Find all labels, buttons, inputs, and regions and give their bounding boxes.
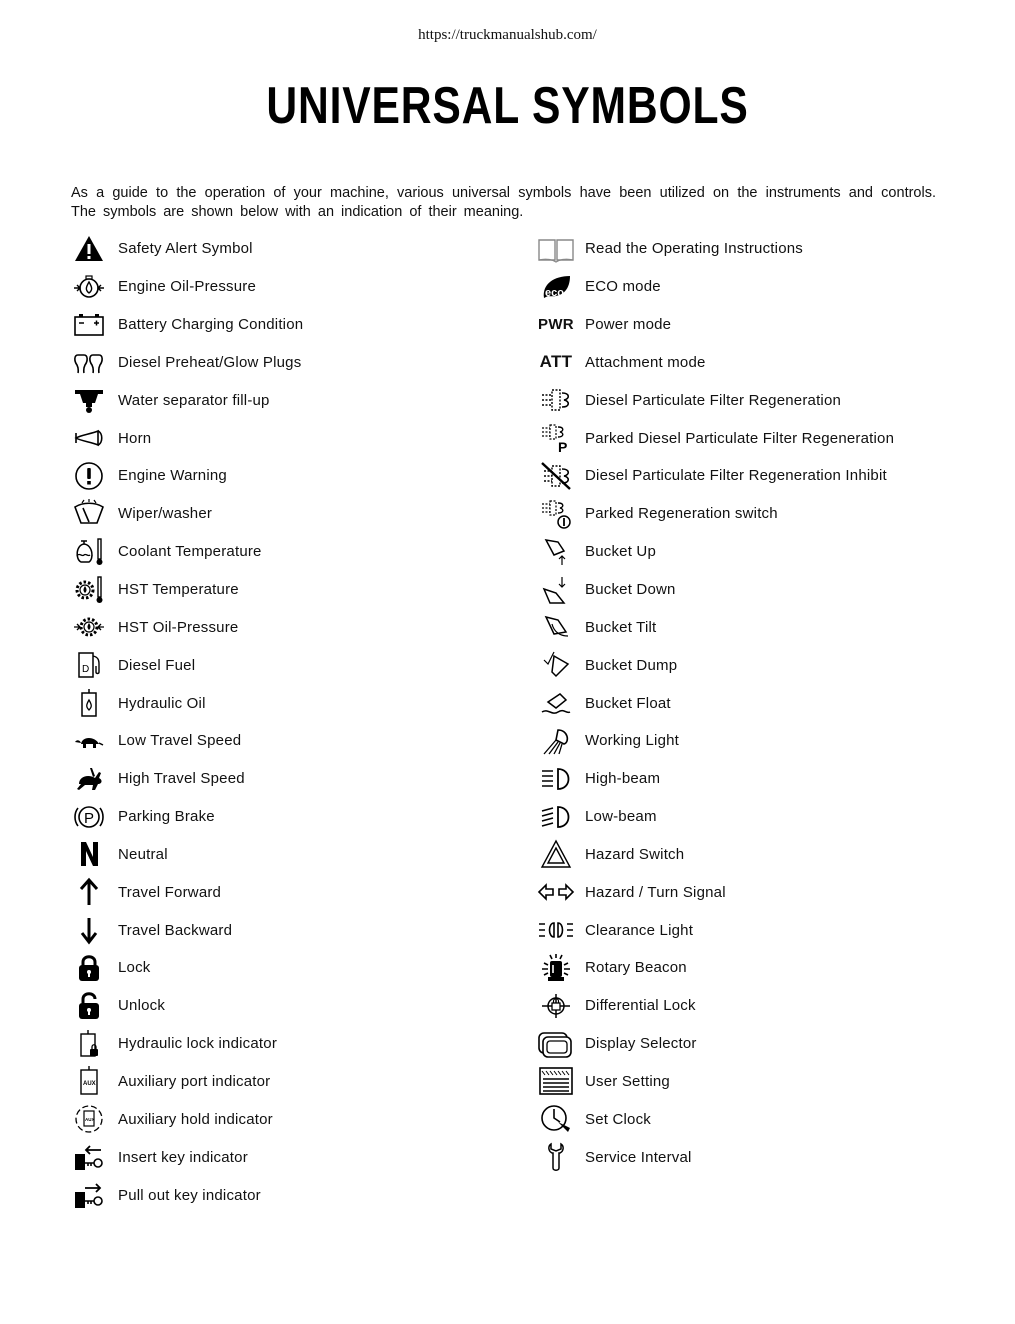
symbol-label: Safety Alert Symbol [118,240,253,258]
symbol-label: Low Travel Speed [118,732,242,750]
hst-temperature-icon [70,574,108,606]
left-symbol-list [70,230,303,1214]
symbol-row [537,836,894,874]
att-text-icon: ATT [539,352,573,372]
symbol-label: HST Oil-Pressure [118,618,239,636]
lock-icon [70,952,108,984]
rabbit-icon [70,763,108,795]
symbol-row [537,1100,894,1138]
symbol-label: Neutral [118,845,168,863]
symbol-row [537,344,894,382]
svg-text:AUX: AUX [83,1081,96,1088]
symbol-label: Diesel Fuel [118,656,196,674]
symbol-label: Pull out key indicator [118,1186,261,1204]
symbol-row [70,533,303,571]
symbol-row [70,344,303,382]
symbol-row [537,911,894,949]
neutral-icon [70,838,108,870]
pull-out-key-icon [70,1179,108,1211]
symbol-row [70,1176,303,1214]
symbol-row [537,1138,894,1176]
diesel-fuel-icon [70,649,108,681]
symbol-row [70,760,303,798]
symbol-label: Bucket Up [585,543,656,561]
symbol-label: Wiper/washer [118,505,213,523]
symbol-row [70,495,303,533]
turtle-icon [70,725,108,757]
symbol-label: Read the Operating Instructions [585,240,803,258]
engine-oil-pressure-icon [70,271,108,303]
page-title: UNIVERSAL SYMBOLS [266,77,749,135]
symbol-row [70,1063,303,1101]
symbol-label: Insert key indicator [118,1148,248,1166]
symbol-row [537,419,894,457]
symbol-label: Hydraulic Oil [118,694,206,712]
symbol-row [537,306,894,344]
symbol-label: Rotary Beacon [585,959,687,977]
intro-paragraph: As a guide to the operation of your machine, various universal symbols have been utilized on the instruments and controls. The symbols are shown below with an indication of their meaning. [71,185,936,220]
symbol-row [70,571,303,609]
symbol-row [70,949,303,987]
set-clock-icon [537,1103,575,1135]
horn-icon [70,422,108,454]
symbol-row [537,987,894,1025]
symbol-row [537,1063,894,1101]
differential-lock-icon [537,990,575,1022]
symbol-row [70,608,303,646]
symbol-label: Unlock [118,997,166,1015]
symbol-row [537,457,894,495]
symbol-label: Bucket Dump [585,656,678,674]
user-setting-icon [537,1065,575,1097]
symbol-label: Engine Warning [118,467,227,485]
hydraulic-oil-icon [70,687,108,719]
symbol-label: Working Light [585,732,680,750]
aux-port-icon [70,1065,108,1097]
symbol-row [537,722,894,760]
symbol-row [537,949,894,987]
water-separator-icon [70,384,108,416]
symbol-row [70,230,303,268]
symbol-label: Attachment mode [585,353,706,371]
clearance-light-icon [537,914,575,946]
eco-leaf-icon [537,271,575,303]
symbol-row [537,684,894,722]
symbol-label: Service Interval [585,1148,692,1166]
bucket-float-icon [537,687,575,719]
symbol-row [70,722,303,760]
glow-plug-icon [70,346,108,378]
symbol-row [537,495,894,533]
aux-hold-icon [70,1103,108,1135]
symbol-label: HST Temperature [118,581,239,599]
symbol-label: Diesel Particulate Filter Regeneration [585,391,842,409]
parked-dpf-icon [537,422,575,454]
symbol-label: Differential Lock [585,997,696,1015]
symbol-label: Bucket Down [585,581,676,599]
symbol-label: Engine Oil-Pressure [118,278,257,296]
symbol-row [537,1025,894,1063]
hazard-triangle-icon [537,838,575,870]
symbol-label: Battery Charging Condition [118,316,304,334]
right-symbol-list [537,230,894,1176]
symbol-label: Lock [118,959,151,977]
symbol-label: Travel Backward [118,921,233,939]
rotary-beacon-icon [537,952,575,984]
high-beam-icon [537,763,575,795]
svg-text:D: D [82,664,90,676]
bucket-dump-icon [537,649,575,681]
symbol-label: User Setting [585,1072,670,1090]
symbol-row [537,533,894,571]
symbol-row [70,1025,303,1063]
svg-text:P: P [84,809,95,827]
symbol-label: Bucket Float [585,694,671,712]
battery-icon [70,309,108,341]
symbol-row [70,306,303,344]
parked-regen-switch-icon [537,498,575,530]
symbol-label: Diesel Particulate Filter Regeneration Inhibit [585,467,887,485]
svg-text:AUX: AUX [85,1117,95,1123]
symbol-row [70,419,303,457]
unlock-icon [70,990,108,1022]
low-beam-icon [537,801,575,833]
symbol-row [537,608,894,646]
arrow-up-icon [70,876,108,908]
symbol-row [537,230,894,268]
symbol-row [537,646,894,684]
symbol-label: Horn [118,429,152,447]
arrow-down-icon [70,914,108,946]
symbol-label: Parked Diesel Particulate Filter Regeneration [585,429,895,447]
symbol-row [70,646,303,684]
symbol-label: Bucket Tilt [585,618,657,636]
dpf-regeneration-icon [537,384,575,416]
symbol-row [537,381,894,419]
symbol-label: ECO mode [585,278,661,296]
symbol-label: Display Selector [585,1035,697,1053]
bucket-tilt-icon [537,611,575,643]
symbol-label: Diesel Preheat/Glow Plugs [118,353,302,371]
symbol-row [537,268,894,306]
symbol-row [70,798,303,836]
symbol-label: Power mode [585,316,672,334]
turn-signal-icon [537,876,575,908]
symbol-row [70,987,303,1025]
safety-alert-icon [70,233,108,265]
symbol-label: Travel Forward [118,883,222,901]
symbol-label: Coolant Temperature [118,543,262,561]
working-light-icon [537,725,575,757]
parking-brake-icon [70,801,108,833]
insert-key-icon [70,1141,108,1173]
symbol-label: Set Clock [585,1110,651,1128]
symbol-label: Hazard Switch [585,845,685,863]
operating-manual-icon [537,233,575,265]
symbol-label: Auxiliary port indicator [118,1072,271,1090]
svg-text:P: P [558,439,568,454]
symbol-row [70,911,303,949]
symbol-label: Parked Regeneration switch [585,505,778,523]
symbol-row [537,798,894,836]
bucket-down-icon [537,574,575,606]
symbol-row [70,268,303,306]
coolant-temperature-icon [70,536,108,568]
symbol-label: Low-beam [585,808,657,826]
symbol-row [70,1138,303,1176]
symbol-row [537,873,894,911]
hst-oil-pressure-icon [70,611,108,643]
symbol-label: Parking Brake [118,808,215,826]
svg-text:eco: eco [545,286,564,299]
hydraulic-lock-icon [70,1028,108,1060]
symbol-row [70,457,303,495]
wiper-washer-icon [70,498,108,530]
symbol-row [70,836,303,874]
symbol-row [537,760,894,798]
pwr-text-icon: PWR [538,316,574,334]
symbol-row [70,381,303,419]
symbol-row [70,684,303,722]
wrench-icon [537,1141,575,1173]
symbol-row [70,873,303,911]
symbol-label: Hazard / Turn Signal [585,883,726,901]
symbol-label: Hydraulic lock indicator [118,1035,278,1053]
symbol-label: High Travel Speed [118,770,245,788]
engine-warning-icon [70,460,108,492]
symbol-label: Clearance Light [585,921,694,939]
dpf-inhibit-icon [537,460,575,492]
symbol-label: Water separator fill-up [118,391,270,409]
source-url: https://truckmanualshub.com/ [418,27,597,43]
symbol-label: Auxiliary hold indicator [118,1110,273,1128]
display-selector-icon [537,1028,575,1060]
symbol-row [70,1100,303,1138]
symbol-label: High-beam [585,770,661,788]
symbol-row [537,571,894,609]
bucket-up-icon [537,536,575,568]
